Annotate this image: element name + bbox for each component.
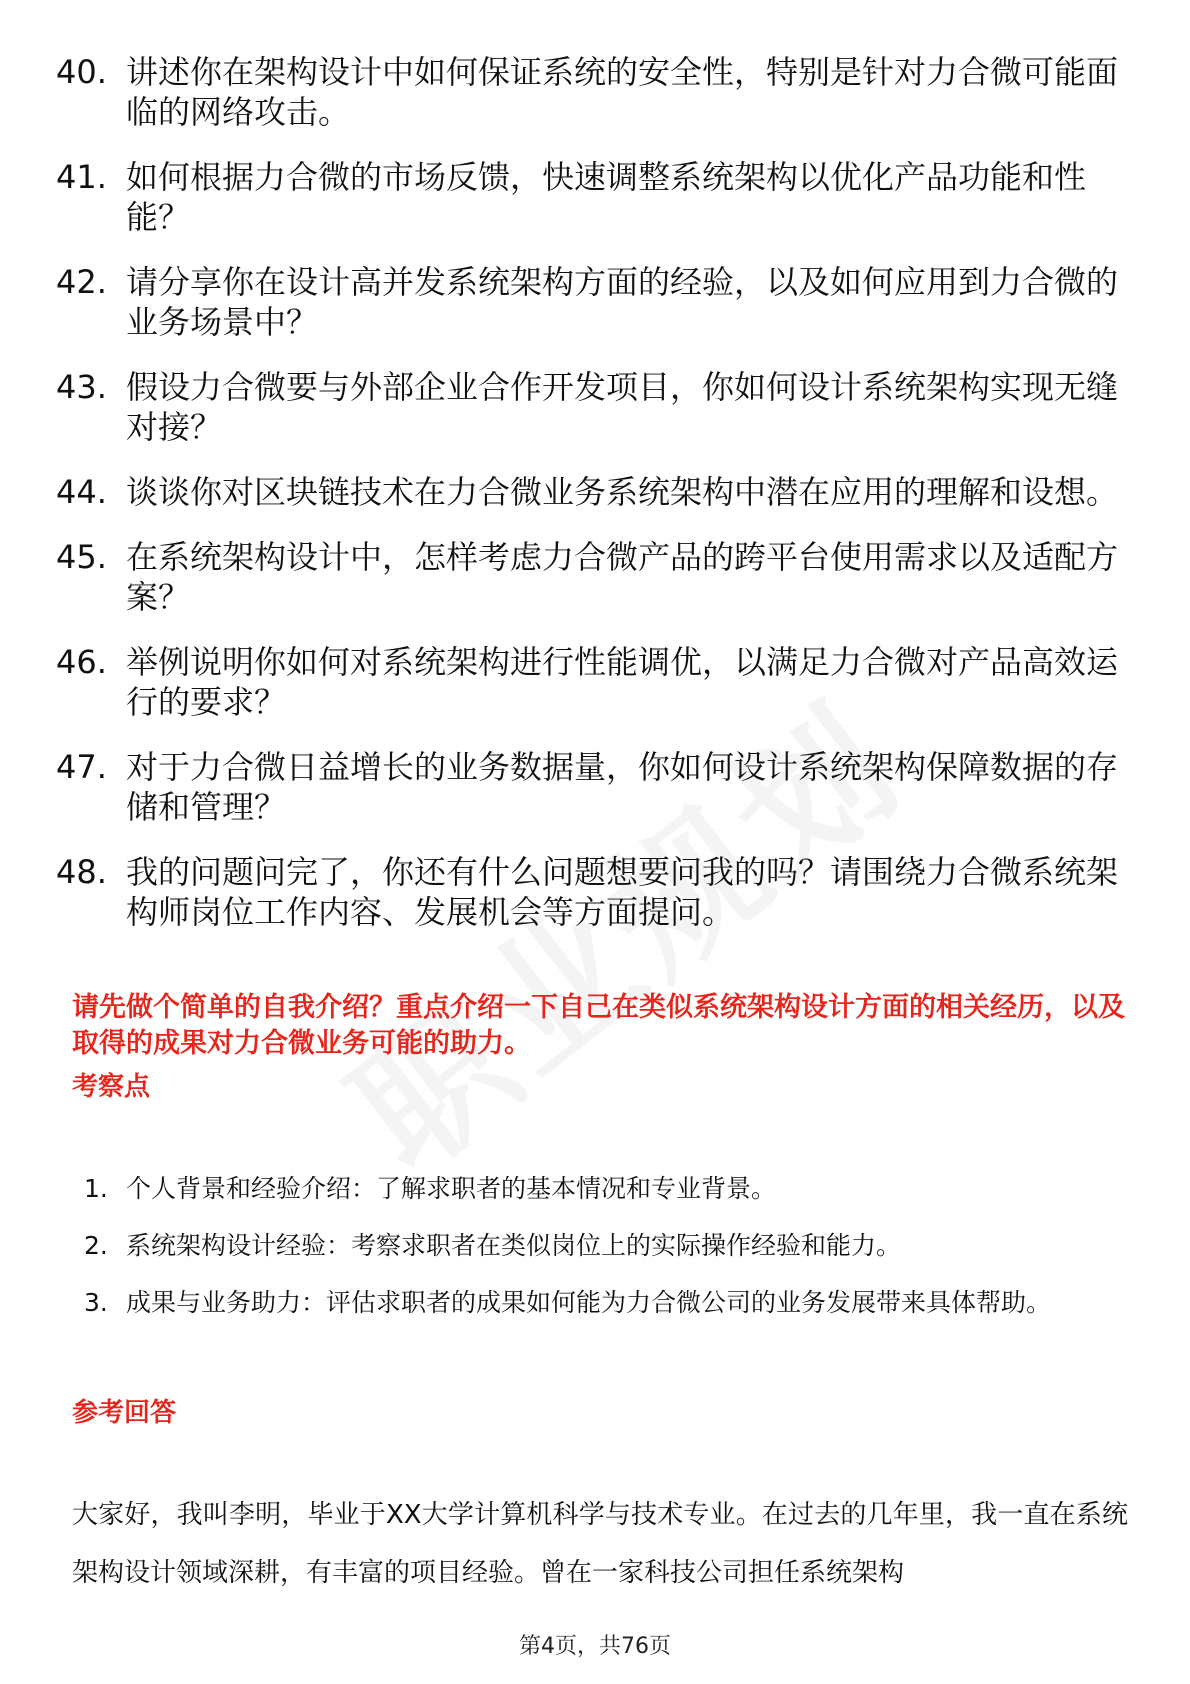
focus-heading: 考察点 — [72, 1072, 151, 1102]
question-number: 45. — [56, 538, 107, 576]
focus-number: 3. — [84, 1288, 108, 1317]
question-number: 41. — [56, 158, 107, 196]
interview-prompt: 请先做个简单的自我介绍？重点介绍一下自己在类似系统架构设计方面的相关经历，以及取得的成果对力合微业务可能的助力。 — [72, 992, 1125, 1059]
question-text: 我的问题问完了，你还有什么问题想要问我的吗？请围绕力合微系统架构师岗位工作内容、发展机会等方面提问。 — [126, 853, 1119, 931]
focus-number: 1. — [84, 1174, 108, 1203]
question-text: 在系统架构设计中，怎样考虑力合微产品的跨平台使用需求以及适配方案？ — [126, 538, 1119, 616]
question-text: 对于力合微日益增长的业务数据量，你如何设计系统架构保障数据的存储和管理？ — [126, 748, 1119, 826]
reference-answer: 大家好，我叫李明，毕业于XX大学计算机科学与技术专业。在过去的几年里，我一直在系统架构设计领域深耕，有丰富的项目经验。曾在一家科技公司担任系统架构 — [72, 1500, 1128, 1588]
question-text: 举例说明你如何对系统架构进行性能调优，以满足力合微对产品高效运行的要求？ — [126, 643, 1119, 721]
question-item — [56, 747, 1136, 827]
question-item — [56, 262, 1136, 342]
question-text: 如何根据力合微的市场反馈，快速调整系统架构以优化产品功能和性能？ — [126, 158, 1087, 236]
focus-number: 2. — [84, 1231, 108, 1260]
question-list — [56, 52, 1136, 957]
question-item — [56, 367, 1136, 447]
question-text: 假设力合微要与外部企业合作开发项目，你如何设计系统架构实现无缝对接？ — [126, 368, 1119, 446]
page-number: 第4页，共76页 — [519, 1634, 671, 1659]
focus-text: 成果与业务助力：评估求职者的成果如何能为力合微公司的业务发展带来具体帮助。 — [126, 1288, 1052, 1317]
question-number: 44. — [56, 473, 107, 511]
focus-text: 系统架构设计经验：考察求职者在类似岗位上的实际操作经验和能力。 — [126, 1231, 902, 1260]
question-number: 40. — [56, 53, 107, 91]
question-number: 47. — [56, 748, 107, 786]
question-number: 42. — [56, 263, 107, 301]
question-item — [56, 472, 1136, 512]
question-number: 48. — [56, 853, 107, 891]
question-item — [56, 852, 1136, 932]
question-item — [56, 52, 1136, 132]
question-text: 请分享你在设计高并发系统架构方面的经验，以及如何应用到力合微的业务场景中？ — [126, 263, 1119, 341]
focus-item — [84, 1217, 1134, 1274]
question-text: 谈谈你对区块链技术在力合微业务系统架构中潜在应用的理解和设想。 — [126, 473, 1119, 511]
question-number: 46. — [56, 643, 107, 681]
question-text: 讲述你在架构设计中如何保证系统的安全性，特别是针对力合微可能面临的网络攻击。 — [126, 53, 1119, 131]
question-item — [56, 642, 1136, 722]
reference-heading: 参考回答 — [72, 1398, 177, 1428]
focus-text: 个人背景和经验介绍：了解求职者的基本情况和专业背景。 — [126, 1174, 777, 1203]
question-number: 43. — [56, 368, 107, 406]
question-item — [56, 537, 1136, 617]
focus-item — [84, 1160, 1134, 1217]
question-item — [56, 157, 1136, 237]
focus-item — [84, 1274, 1134, 1331]
focus-list — [84, 1160, 1134, 1331]
